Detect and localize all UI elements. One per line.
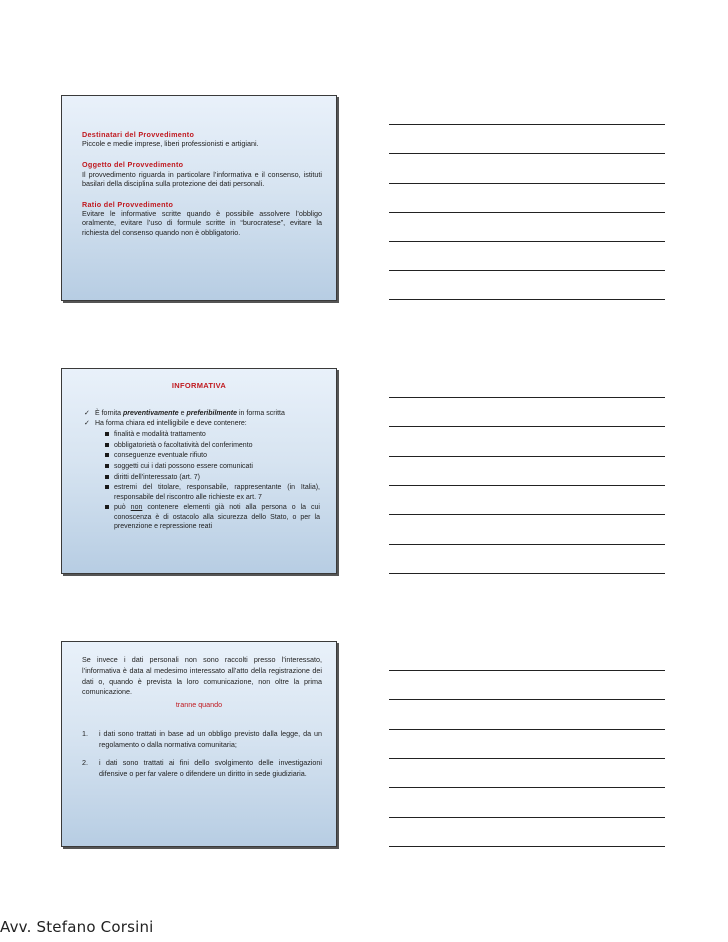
note-line xyxy=(389,270,665,271)
checkmark-icon: ✓ xyxy=(84,420,90,428)
section-body: Piccole e medie imprese, liberi professionisti e artigiani. xyxy=(82,139,259,149)
note-line xyxy=(389,485,665,486)
tranne-quando: tranne quando xyxy=(175,700,223,709)
note-line xyxy=(389,124,665,125)
item-text: È fornita xyxy=(95,410,124,417)
item-text: Ha forma chiara ed intelligibile e deve contenere: xyxy=(95,420,247,428)
square-bullet-icon xyxy=(105,443,109,447)
sub-list-item xyxy=(105,430,320,439)
list-item xyxy=(84,409,320,418)
sub-list-item xyxy=(105,441,320,450)
sub-list-item xyxy=(105,462,320,471)
slide1-content xyxy=(82,130,322,249)
slide-title: INFORMATIVA xyxy=(171,381,227,390)
sub-list-item xyxy=(105,503,320,531)
numbered-item xyxy=(82,729,322,751)
note-line xyxy=(389,729,665,730)
intro-paragraph: Se invece i dati personali non sono raccolti presso l’interessato, l’informativa è data al medesimo interessato all’atto della registrazione dei dati o, quando è prevista la loro comunicazione, non oltre la prima comunicazione. xyxy=(82,655,322,697)
note-line xyxy=(389,544,665,545)
item-emphasis: preferibilmente xyxy=(186,410,238,417)
slide-provvedimento xyxy=(61,95,337,301)
note-line xyxy=(389,758,665,759)
square-bullet-icon xyxy=(105,453,109,457)
sub-item-text: estremi del titolare, responsabile, rappresentante (in Italia), responsabile del riscontro alle richieste ex art. 7 xyxy=(114,484,320,501)
note-line xyxy=(389,183,665,184)
slide-informativa xyxy=(61,368,337,574)
check-list xyxy=(84,409,320,533)
sub-item-text: conseguenze eventuale rifiuto xyxy=(114,452,208,460)
sub-item-text: può xyxy=(114,504,131,512)
slide-dati-non-raccolti xyxy=(61,641,337,847)
sub-item-text: obbligatorietà o facoltatività del conferimento xyxy=(114,441,253,449)
section-destinatari xyxy=(82,130,322,148)
sub-item-text: diritti dell’interessato (art. 7) xyxy=(114,473,200,481)
note-line xyxy=(389,846,665,847)
sub-item-text: contenere elementi già noti alla persona o la cui conoscenza è di ostacolo alla sicurezza dello Stato, o per la prevenzione e repressione reati xyxy=(114,504,320,531)
checkmark-icon: ✓ xyxy=(84,410,90,417)
sub-item-text: finalità e modalità trattamento xyxy=(114,430,206,438)
section-title: Oggetto del Provvedimento xyxy=(82,160,184,170)
item-text: i dati sono trattati ai fini dello svolgimento delle investigazioni difensive o per far valere o difendere un diritto in sede giudiziaria. xyxy=(99,758,322,778)
note-line xyxy=(389,670,665,671)
note-line xyxy=(389,397,665,398)
sub-list-item xyxy=(105,483,320,502)
note-line xyxy=(389,787,665,788)
item-emphasis: preventivamente xyxy=(123,410,179,417)
note-line xyxy=(389,241,665,242)
numbered-item xyxy=(82,758,322,780)
section-title: Destinatari del Provvedimento xyxy=(82,130,195,139)
section-oggetto xyxy=(82,160,322,188)
square-bullet-icon xyxy=(105,505,109,509)
item-number: 2. xyxy=(82,758,88,767)
sub-list-item xyxy=(105,451,320,460)
sub-item-underlined: non xyxy=(130,504,143,512)
square-bullet-icon xyxy=(105,464,109,468)
item-text: i dati sono trattati in base ad un obbligo previsto dalla legge, da un regolamento o dalla normativa comunitaria; xyxy=(99,729,322,749)
section-body: Evitare le informative scritte quando è possibile assolvere l’obbligo oralmente, evitare l’uso di formule scritte in “burocratese”, evitare la richiesta del consenso quando non è obbligatorio. xyxy=(82,209,322,237)
note-line xyxy=(389,514,665,515)
note-line xyxy=(389,153,665,154)
square-bullet-icon xyxy=(105,432,109,436)
note-line xyxy=(389,699,665,700)
item-text: in forma scritta xyxy=(237,410,285,417)
list-item xyxy=(84,419,320,531)
note-line xyxy=(389,573,665,574)
note-line xyxy=(389,426,665,427)
footer-author: Avv. Stefano Corsini xyxy=(0,918,154,936)
note-line xyxy=(389,299,665,300)
note-line xyxy=(389,212,665,213)
square-bullet-icon xyxy=(105,485,109,489)
sub-list xyxy=(95,430,320,532)
square-bullet-icon xyxy=(105,475,109,479)
section-body: Il provvedimento riguarda in particolare l’informativa e il consenso, istituti basilari della disciplina sulla protezione dei dati personali. xyxy=(82,169,322,188)
note-line xyxy=(389,456,665,457)
section-title: Ratio del Provvedimento xyxy=(82,200,174,210)
note-line xyxy=(389,817,665,818)
sub-item-text: soggetti cui i dati possono essere comunicati xyxy=(114,462,253,470)
sub-list-item xyxy=(105,473,320,482)
item-text: e xyxy=(178,410,187,417)
item-number: 1. xyxy=(82,729,88,738)
section-ratio xyxy=(82,200,322,237)
